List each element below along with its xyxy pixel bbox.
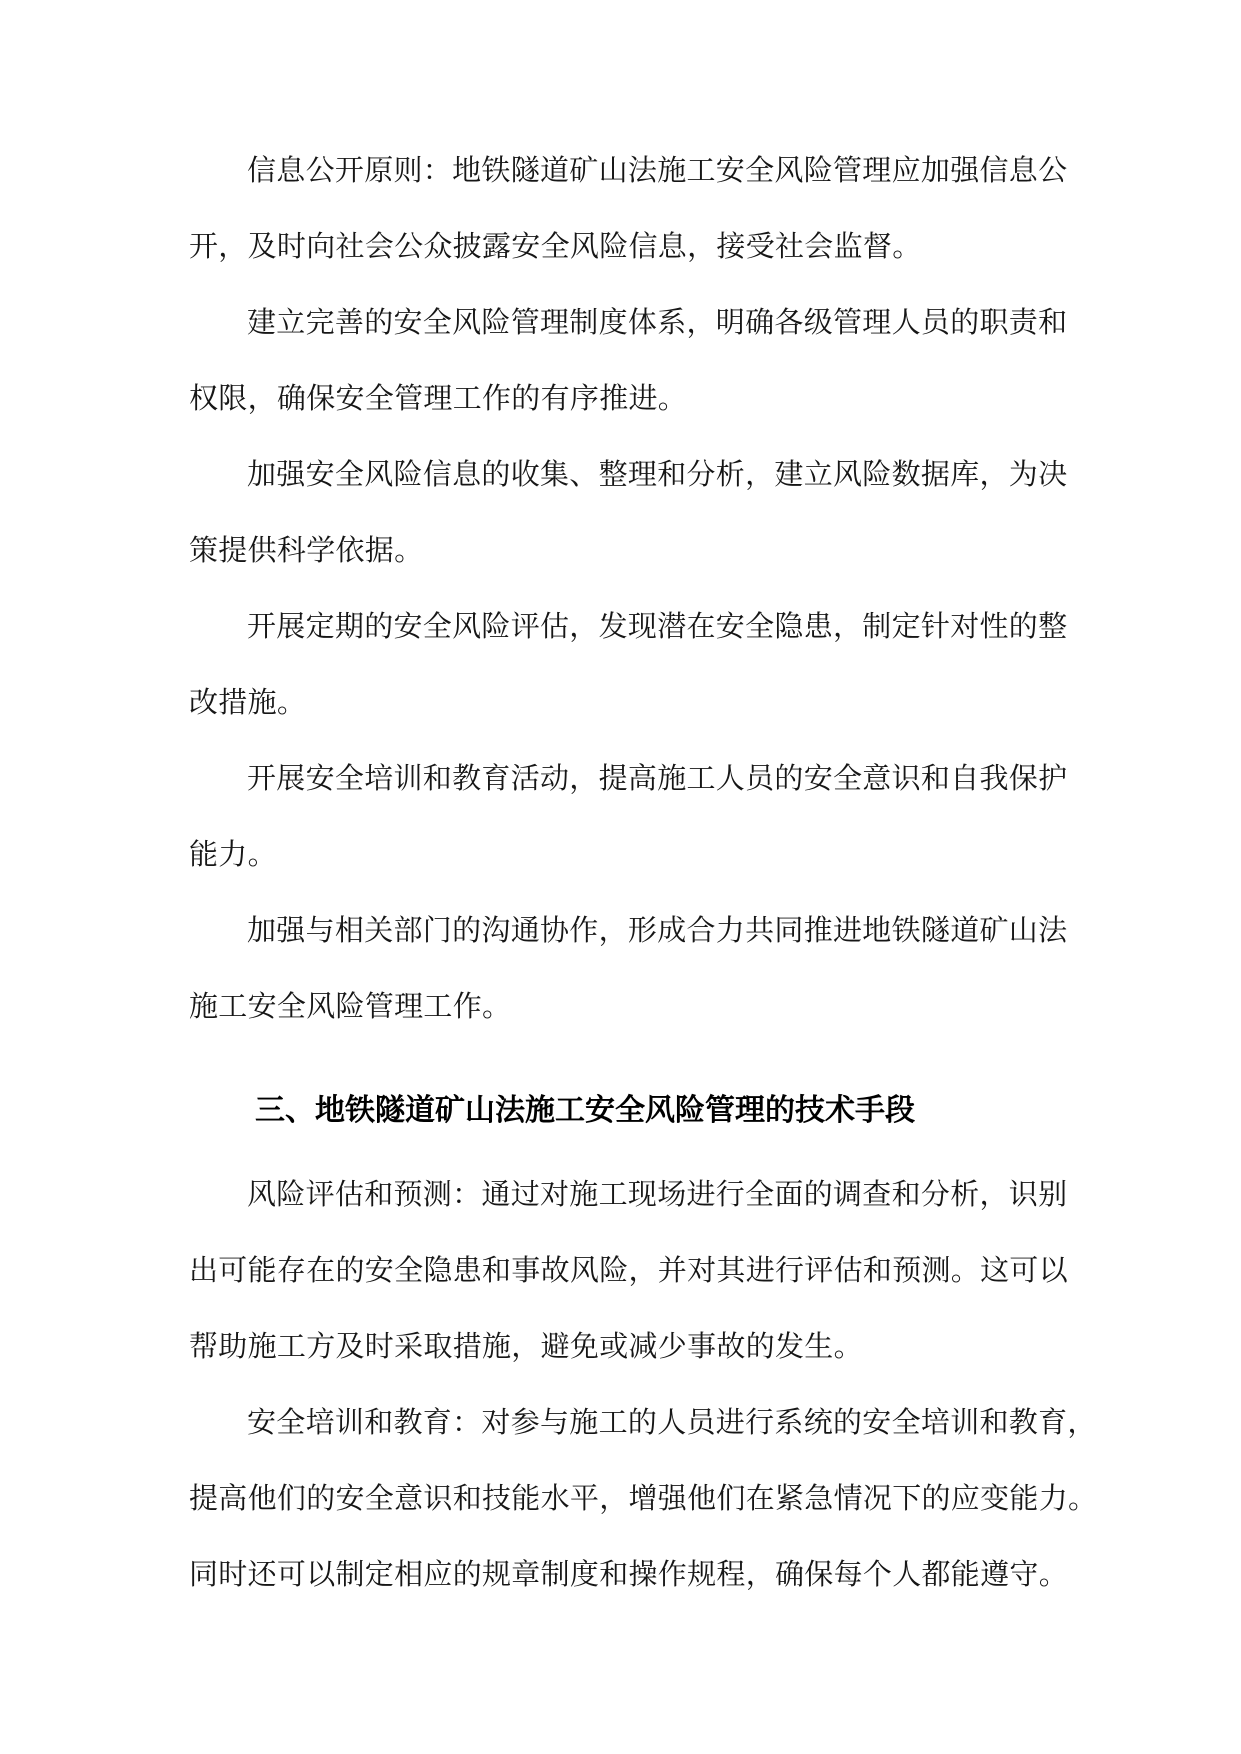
paragraph-line: 施工安全风险管理工作。 xyxy=(189,989,512,1023)
paragraph-line: 策提供科学依据。 xyxy=(189,533,424,567)
paragraph-line: 风险评估和预测：通过对施工现场进行全面的调查和分析，识别 xyxy=(247,1177,1068,1211)
paragraph-line: 信息公开原则：地铁隧道矿山法施工安全风险管理应加强信息公 xyxy=(247,153,1068,187)
paragraph-line: 开展定期的安全风险评估，发现潜在安全隐患，制定针对性的整 xyxy=(247,609,1068,643)
paragraph-line: 加强与相关部门的沟通协作，形成合力共同推进地铁隧道矿山法 xyxy=(247,913,1068,947)
paragraph-line: 同时还可以制定相应的规章制度和操作规程，确保每个人都能遵守。 xyxy=(189,1557,1069,1591)
section-heading: 三、地铁隧道矿山法施工安全风险管理的技术手段 xyxy=(255,1093,915,1128)
paragraph-line: 建立完善的安全风险管理制度体系，明确各级管理人员的职责和 xyxy=(247,305,1068,339)
paragraph-line: 安全培训和教育：对参与施工的人员进行系统的安全培训和教育， xyxy=(247,1405,1097,1439)
paragraph-line: 提高他们的安全意识和技能水平，增强他们在紧急情况下的应变能力。 xyxy=(189,1481,1098,1515)
paragraph-line: 开，及时向社会公众披露安全风险信息，接受社会监督。 xyxy=(189,229,922,263)
paragraph-line: 出可能存在的安全隐患和事故风险，并对其进行评估和预测。这可以 xyxy=(189,1253,1069,1287)
paragraph-line: 加强安全风险信息的收集、整理和分析，建立风险数据库，为决 xyxy=(247,457,1068,491)
paragraph-line: 开展安全培训和教育活动，提高施工人员的安全意识和自我保护 xyxy=(247,761,1068,795)
paragraph-line: 权限，确保安全管理工作的有序推进。 xyxy=(189,381,688,415)
paragraph-line: 能力。 xyxy=(189,837,277,871)
paragraph-line: 帮助施工方及时采取措施，避免或减少事故的发生。 xyxy=(189,1329,863,1363)
paragraph-line: 改措施。 xyxy=(189,685,307,719)
